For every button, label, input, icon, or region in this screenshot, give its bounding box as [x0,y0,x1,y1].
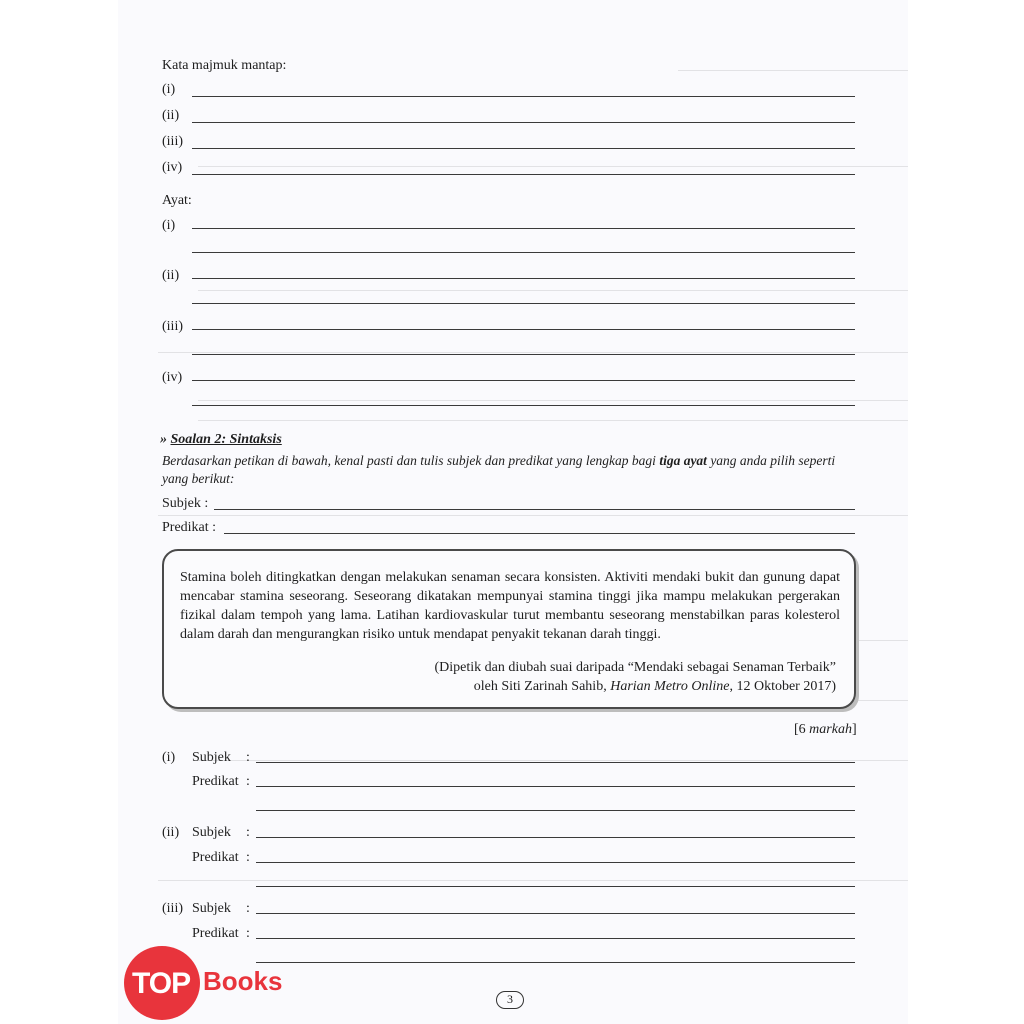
answer-line[interactable] [192,174,855,175]
ayat-item-label: (iii) [162,319,183,334]
compound-item-label: (ii) [162,108,180,123]
page-number: 3 [496,991,524,1009]
answer-line[interactable] [192,252,855,253]
predikat-label: Predikat [192,774,239,789]
predikat-answer-line[interactable] [256,886,855,887]
subjek-answer-line[interactable] [256,913,855,914]
passage-text: Stamina boleh ditingkatkan dengan melakukan senaman secara konsisten. Aktiviti mendaki bukit dan gunung dapat mencabar stamina seseorang. Seseorang dikatakan mempunyai stamina tinggi jika mampu melakukan pergerakan fizikal dalam tempoh yang lama. Latihan kardiovaskular turut membantu seseorang menstabilkan paras kolesterol dalam darah dan mengurangkan risiko untuk mendapat penyakit tekanan darah tinggi. [180,570,840,642]
subjek-line[interactable] [214,509,855,510]
colon: : [246,750,250,765]
logo-books-text: Books [203,966,283,996]
predikat-label: Predikat : [162,520,217,535]
subjek-label: Subjek [192,901,231,916]
answer-line[interactable] [192,405,855,406]
answer-line[interactable] [192,278,855,279]
double-chevron-icon: » [160,432,167,447]
predikat-answer-line[interactable] [256,862,855,863]
bleed-through-background [118,0,908,1024]
predikat-line[interactable] [224,533,855,534]
source-line-1: (Dipetik dan diubah suai daripada “Mendaki sebagai Senaman Terbaik” [434,660,836,675]
predikat-answer-line[interactable] [256,938,855,939]
answer-line[interactable] [192,228,855,229]
colon: : [246,901,250,916]
predikat-label: Predikat [192,926,239,941]
ayat-item-label: (i) [162,218,176,233]
colon: : [246,774,250,789]
compound-item-label: (i) [162,82,176,97]
answer-line[interactable] [192,122,855,123]
predikat-label: Predikat [192,850,239,865]
colon: : [246,926,250,941]
compound-title: Kata majmuk mantap: [162,58,287,73]
answer-line[interactable] [192,329,855,330]
passage-box [162,549,856,709]
colon: : [246,850,250,865]
answer-number: (ii) [162,825,180,840]
compound-item-label: (iv) [162,160,183,175]
subjek-answer-line[interactable] [256,762,855,763]
subjek-label: Subjek [192,825,231,840]
section-heading [160,432,282,448]
answer-line[interactable] [192,96,855,97]
predikat-answer-line[interactable] [256,810,855,811]
answer-line[interactable] [192,354,855,355]
source-line-2: oleh Siti Zarinah Sahib, Harian Metro Online, 12 Oktober 2017) [473,679,836,694]
answer-number: (i) [162,750,176,765]
answer-line[interactable] [192,380,855,381]
instruction-text: Berdasarkan petikan di bawah, kenal pasti dan tulis subjek dan predikat yang lengkap bagi tiga ayat yang anda pilih seperti yang berikut: [162,453,836,486]
ayat-item-label: (ii) [162,268,180,283]
worksheet-page [118,0,908,1024]
subjek-label: Subjek : [162,496,209,511]
ayat-item-label: (iv) [162,370,183,385]
ayat-title: Ayat: [162,193,192,208]
subjek-label: Subjek [192,750,231,765]
logo-top-text: TOP [132,967,191,1000]
section-heading-text: Soalan 2: Sintaksis [170,432,282,447]
answer-number: (iii) [162,901,183,916]
subjek-answer-line[interactable] [256,837,855,838]
marks-label: [6 markah] [794,722,857,737]
compound-item-label: (iii) [162,134,183,149]
predikat-answer-line[interactable] [256,786,855,787]
predikat-answer-line[interactable] [256,962,855,963]
answer-line[interactable] [192,303,855,304]
colon: : [246,825,250,840]
answer-line[interactable] [192,148,855,149]
